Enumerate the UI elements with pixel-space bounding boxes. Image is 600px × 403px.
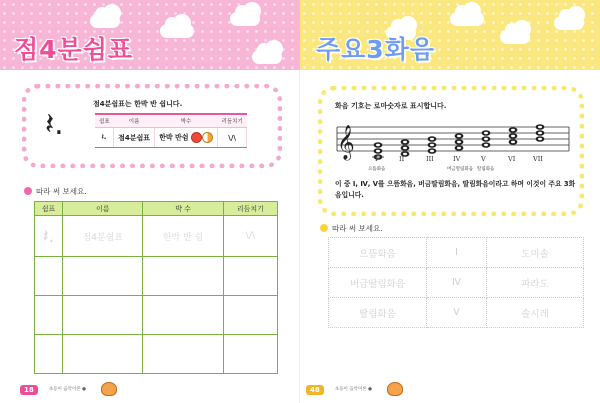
write-cell[interactable] [143, 335, 223, 374]
right-footer [306, 377, 403, 394]
cloud-decoration [554, 16, 584, 30]
chord-label: 으뜸화음 [368, 167, 386, 172]
chord-label: 버금딸림화음 [447, 167, 474, 172]
trace-cell[interactable]: 딸림화음 [329, 298, 427, 328]
write-cell[interactable] [63, 257, 143, 296]
rest-description: 점4분쉼표는 한박 반 쉽니다. [93, 100, 183, 108]
table-row [35, 296, 278, 335]
table-row [35, 216, 278, 257]
numeral-label: VI [508, 155, 516, 163]
bullet-icon [24, 187, 32, 195]
cloud-decoration [500, 30, 530, 44]
trace-cell[interactable]: 파라도 [487, 268, 584, 298]
numeral-label: I [375, 155, 378, 163]
column-header: 이름 [63, 202, 143, 216]
mascot-icon [101, 382, 117, 396]
trace-cell[interactable]: Ⅴ [427, 298, 487, 328]
cloud-decoration [252, 50, 282, 64]
rest-explanation-box [22, 84, 282, 168]
trace-cell[interactable]: Ⅳ [427, 268, 487, 298]
write-cell[interactable] [223, 257, 277, 296]
follow-label: 따라 써 보세요. [36, 187, 87, 196]
page-number: 48 [306, 385, 324, 395]
name-cell: 점4분쉼표 [114, 128, 155, 148]
column-header: 박 수 [143, 202, 223, 216]
chord-practice-table [328, 237, 584, 328]
footer-text: 초등이 음악이론 ● [48, 387, 87, 392]
page-title: 주요3화음 [316, 35, 435, 64]
cloud-decoration [230, 12, 260, 26]
column-header: 쉼표 [95, 114, 114, 128]
dotted-quarter-rest-symbol: 𝄽. [45, 107, 64, 142]
treble-clef-icon: 𝄞 [337, 125, 355, 160]
write-cell[interactable] [63, 335, 143, 374]
write-cell[interactable] [143, 296, 223, 335]
page-title: 점4분쉼표 [14, 35, 133, 64]
trace-cell[interactable]: Ⅰ [427, 238, 487, 268]
numeral-label: II [399, 155, 405, 163]
follow-label: 따라 써 보세요. [332, 224, 383, 233]
cloud-decoration [90, 14, 120, 28]
numeral-label: III [426, 155, 434, 163]
table-row [35, 257, 278, 296]
write-cell[interactable] [35, 257, 63, 296]
trace-cell[interactable]: 𝄽. [35, 216, 63, 257]
footer-text: 초등이 음악이론 ● [334, 387, 373, 392]
numeral-label: V [481, 155, 486, 163]
right-header-banner [300, 0, 600, 70]
bullet-icon [320, 224, 328, 232]
trace-cell[interactable]: 버금딸림화음 [329, 268, 427, 298]
follow-instruction [24, 186, 87, 197]
trace-cell[interactable]: 한박 반 쉼 [143, 216, 223, 257]
write-cell[interactable] [35, 335, 63, 374]
table-row [329, 268, 584, 298]
right-page [300, 0, 600, 403]
write-cell[interactable] [143, 257, 223, 296]
cloud-decoration [450, 12, 484, 26]
chord-body-text: 이 중 Ⅰ, Ⅳ, Ⅴ를 으뜸화음, 버금딸림화음, 딸림화음이라고 하며 이것이 주요 3화음입니다. [335, 180, 576, 199]
cloud-decoration [160, 24, 194, 38]
rest-cell: 𝄽. [95, 128, 114, 148]
column-header: 이름 [114, 114, 155, 128]
page-number: 18 [20, 385, 38, 395]
table-row [35, 335, 278, 374]
trace-cell[interactable]: 솔시레 [487, 298, 584, 328]
beat-text: 한박 반쉼 [159, 133, 189, 142]
trace-cell[interactable]: \/\ [223, 216, 277, 257]
left-footer [20, 377, 117, 394]
chord-explanation-box [318, 86, 584, 216]
left-header-banner [0, 0, 300, 70]
write-cell[interactable] [223, 296, 277, 335]
trace-cell[interactable]: 점4분쉼표 [63, 216, 143, 257]
trace-cell[interactable]: 도미솔 [487, 238, 584, 268]
beat-cell [155, 128, 218, 148]
column-header: 박수 [155, 114, 218, 128]
numeral-label: IV [453, 155, 461, 163]
table-row [329, 298, 584, 328]
column-header: 리듬치기 [223, 202, 277, 216]
column-header: 쉼표 [35, 202, 63, 216]
write-cell[interactable] [63, 296, 143, 335]
trace-cell[interactable]: 으뜸화음 [329, 238, 427, 268]
mascot-icon [387, 382, 403, 396]
table-row [329, 238, 584, 268]
column-header: 리듬치기 [218, 114, 247, 128]
chord-description: 화음 기호는 로마숫자로 표시합니다. [335, 102, 447, 110]
practice-table [34, 201, 278, 374]
half-fruit-icon [202, 132, 213, 143]
rhythm-cell: \/\ [218, 128, 247, 148]
numeral-label: VII [533, 155, 543, 163]
rest-summary-table [95, 113, 247, 148]
follow-instruction [320, 223, 383, 234]
chord-label: 딸림화음 [477, 167, 495, 172]
whole-fruit-icon [191, 132, 202, 143]
write-cell[interactable] [223, 335, 277, 374]
write-cell[interactable] [35, 296, 63, 335]
